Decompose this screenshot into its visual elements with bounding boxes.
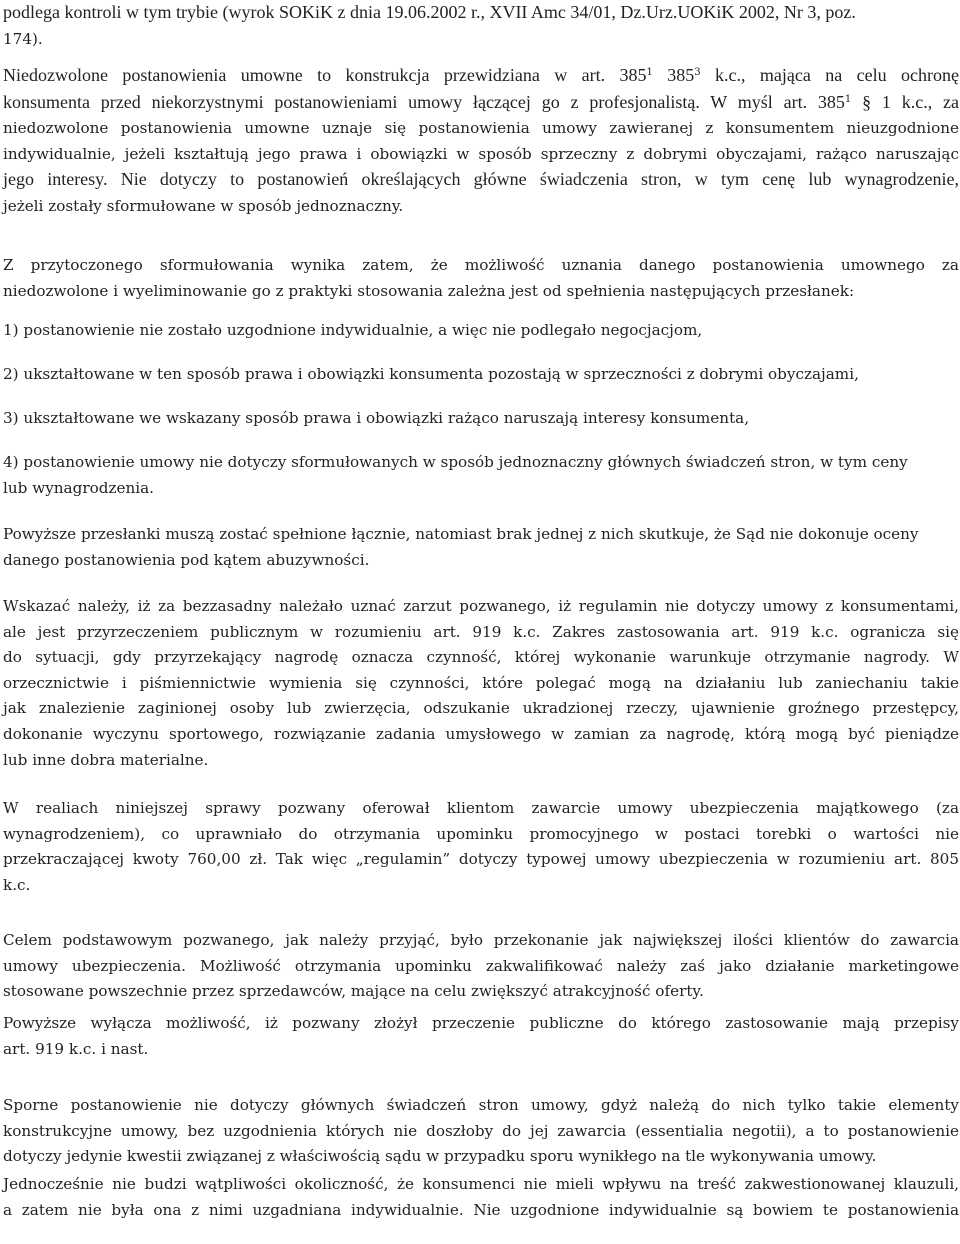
text-line	[3, 167, 959, 194]
paragraph	[3, 0, 959, 52]
text-run: lub inne dobra materialne.	[3, 750, 209, 769]
text-line	[3, 548, 959, 574]
text-run: indywidualnie, jeżeli kształtują jego prawa i obowiązki w sposób sprzeczny z dobrymi obyczajami, rażąco naruszając	[3, 144, 959, 163]
text-line	[3, 142, 959, 168]
paragraph	[3, 928, 959, 1005]
text-run: podlega kontroli w tym trybie (wyrok SOKiK z dnia 19.06.2002 r., XVII Amc 34/01, Dz.Urz.UOKiK 2002, Nr 3, poz.	[3, 2, 856, 22]
text-run: jeżeli zostały sformułowane w sposób jednoznaczny.	[3, 196, 404, 215]
text-run: umowy ubezpieczenia. Możliwość otrzymania upominku zakwalifikować należy zaś jako działanie marketingowe	[3, 956, 959, 975]
text-run: 385	[652, 65, 695, 85]
text-run: a zatem nie była ona z nimi uzgadniana indywidualnie. Nie uzgodnione indywidualnie są bowiem te postanowienia	[3, 1200, 959, 1219]
text-run: Powyższe przesłanki muszą zostać spełnione łącznie, natomiast brak jednej z nich skutkuje, że Sąd nie dokonuje oceny	[3, 525, 919, 543]
text-line	[3, 620, 959, 646]
paragraph	[3, 522, 959, 573]
text-run: Niedozwolone postanowienia umowne to konstrukcja przewidziana w art. 385	[3, 65, 647, 85]
text-line	[3, 1198, 959, 1224]
text-run: Celem podstawowym pozwanego, jak należy przyjąć, było przekonanie jak największej ilości klientów do zawarcia	[3, 931, 959, 949]
text-run: Sporne postanowienie nie dotyczy głównych świadczeń stron umowy, gdyż należą do nich tylko takie elementy	[3, 1096, 959, 1114]
text-line	[3, 63, 959, 90]
text-run: danego postanowienia pod kątem abuzywności.	[3, 550, 370, 569]
paragraph	[3, 1093, 959, 1170]
superscript: 1	[646, 66, 653, 78]
text-line	[3, 671, 959, 697]
text-run: przekraczającej kwoty 760,00 zł. Tak więc „regulamin” dotyczy typowej umowy ubezpieczenia w rozumieniu art. 805	[3, 850, 959, 869]
text-line	[3, 279, 959, 305]
text-line	[3, 1093, 959, 1119]
text-run: dotyczy jedynie kwestii związanej z właściwością sądu w przypadku sporu wynikłego na tle wykonywania umowy.	[3, 1147, 877, 1166]
paragraph	[3, 1011, 959, 1062]
paragraph	[3, 406, 959, 432]
text-line	[3, 796, 959, 822]
text-line	[3, 1119, 959, 1145]
text-run: 4) postanowienie umowy nie dotyczy sformułowanych w sposób jednoznaczny głównych świadczeń stron, w tym ceny	[3, 453, 908, 471]
text-run: konstrukcyjne umowy, bez uzgodnienia których nie doszłoby do jej zawarcia (essentialia negotii), a to postanowienie	[3, 1121, 959, 1140]
text-line	[3, 1037, 959, 1063]
text-line	[3, 954, 959, 980]
text-line	[3, 522, 959, 548]
text-line	[3, 253, 959, 279]
text-line	[3, 748, 959, 774]
text-run: art. 919 k.c. i nast.	[3, 1039, 149, 1058]
text-run: konsumenta przed niekorzystnymi postanowieniami umowy łączącej go z profesjonalistą. W myśl art. 385	[3, 91, 845, 112]
text-line	[3, 822, 959, 848]
text-run: dokonanie wyczynu sportowego, rozwiązanie zadania umysłowego w zamian za nagrodę, którą mogą być pieniądze	[3, 724, 959, 743]
text-line	[3, 1172, 959, 1198]
superscript: 3	[694, 66, 701, 78]
text-run: lub wynagrodzenia.	[3, 478, 154, 497]
superscript: 1	[844, 93, 852, 105]
text-run: niedozwolone i wyeliminowanie go z praktyki stosowania zależna jest od spełnienia następujących przesłanek:	[3, 281, 855, 300]
text-line	[3, 722, 959, 748]
text-run: orzecznictwie i piśmiennictwie wymienia się czynności, które polegać mogą na działaniu lub zaniechaniu takie	[3, 673, 959, 692]
text-line	[3, 362, 959, 388]
text-run: Powyższe wyłącza możliwość, iż pozwany złożył przeczenie publiczne do którego zastosowanie mają przepisy	[3, 1014, 959, 1032]
text-run: W realiach niniejszej sprawy pozwany oferował klientom zawarcie umowy ubezpieczenia majątkowego (za	[3, 799, 959, 817]
text-run: do sytuacji, gdy przyrzekający nagrodę oznacza czynność, której wykonanie warunkuje otrzymanie nagrody. W	[3, 648, 959, 667]
paragraph	[3, 594, 959, 773]
text-line	[3, 594, 959, 620]
text-line	[3, 90, 959, 117]
text-line	[3, 406, 959, 432]
text-line	[3, 116, 959, 142]
text-line	[3, 1144, 959, 1170]
text-line	[3, 928, 959, 954]
text-line	[3, 873, 959, 899]
text-line	[3, 0, 959, 27]
text-line	[3, 1011, 959, 1037]
text-line	[3, 476, 959, 502]
text-line	[3, 318, 959, 344]
text-line	[3, 27, 959, 53]
text-run: Z przytoczonego sformułowania wynika zatem, że możliwość uznania danego postanowienia umownego za	[3, 256, 959, 274]
text-run: Jednocześnie nie budzi wątpliwości okoliczność, że konsumenci nie mieli wpływu na treść zakwestionowanej klauzuli,	[3, 1175, 959, 1193]
paragraph	[3, 318, 959, 344]
text-run: k.c.	[3, 875, 31, 894]
text-run: 174).	[3, 29, 43, 48]
text-line	[3, 194, 959, 220]
paragraph	[3, 253, 959, 304]
text-run: jego interesy. Nie dotyczy to postanowień określających główne świadczenia stron, w tym cenę lub wynagrodzenie,	[3, 169, 959, 190]
text-run: stosowane powszechnie przez sprzedawców, mające na celu zwiększyć atrakcyjność oferty.	[3, 982, 704, 1001]
paragraph	[3, 362, 959, 388]
text-run: wynagrodzeniem), co uprawniało do otrzymania upominku promocyjnego w postaci torebki o wartości nie	[3, 824, 959, 843]
text-line	[3, 847, 959, 873]
text-run: 1) postanowienie nie zostało uzgodnione indywidualnie, a więc nie podlegało negocjacjom,	[3, 321, 703, 339]
text-line	[3, 450, 959, 476]
text-run: 3) ukształtowane we wskazany sposób prawa i obowiązki rażąco naruszają interesy konsumenta,	[3, 409, 750, 427]
paragraph	[3, 450, 959, 501]
paragraph	[3, 1172, 959, 1223]
paragraph	[3, 796, 959, 898]
text-run: Wskazać należy, iż za bezzasadny należało uznać zarzut pozwanego, iż regulamin nie dotyczy umowy z konsumentami,	[3, 597, 959, 615]
text-run: jak znalezienie zaginionej osoby lub zwierzęcia, odszukanie ukradzionej rzeczy, ujawnienie groźnego przestępcy,	[3, 699, 959, 718]
text-line	[3, 696, 959, 722]
paragraph	[3, 63, 959, 220]
text-run: k.c., mająca na celu ochronę	[700, 65, 960, 85]
text-run: niedozwolone postanowienia umowne uznaje się postanowienia umowy zawieranej z konsumentem nieuzgodnione	[3, 119, 959, 138]
text-run: 2) ukształtowane w ten sposób prawa i obowiązki konsumenta pozostają w sprzeczności z dobrymi obyczajami,	[3, 365, 859, 383]
text-line	[3, 979, 959, 1005]
text-run: § 1 k.c., za	[851, 91, 959, 112]
text-line	[3, 645, 959, 671]
text-run: ale jest przyrzeczeniem publicznym w rozumieniu art. 919 k.c. Zakres zastosowania art. 919 k.c. ogranicza się	[3, 622, 959, 641]
